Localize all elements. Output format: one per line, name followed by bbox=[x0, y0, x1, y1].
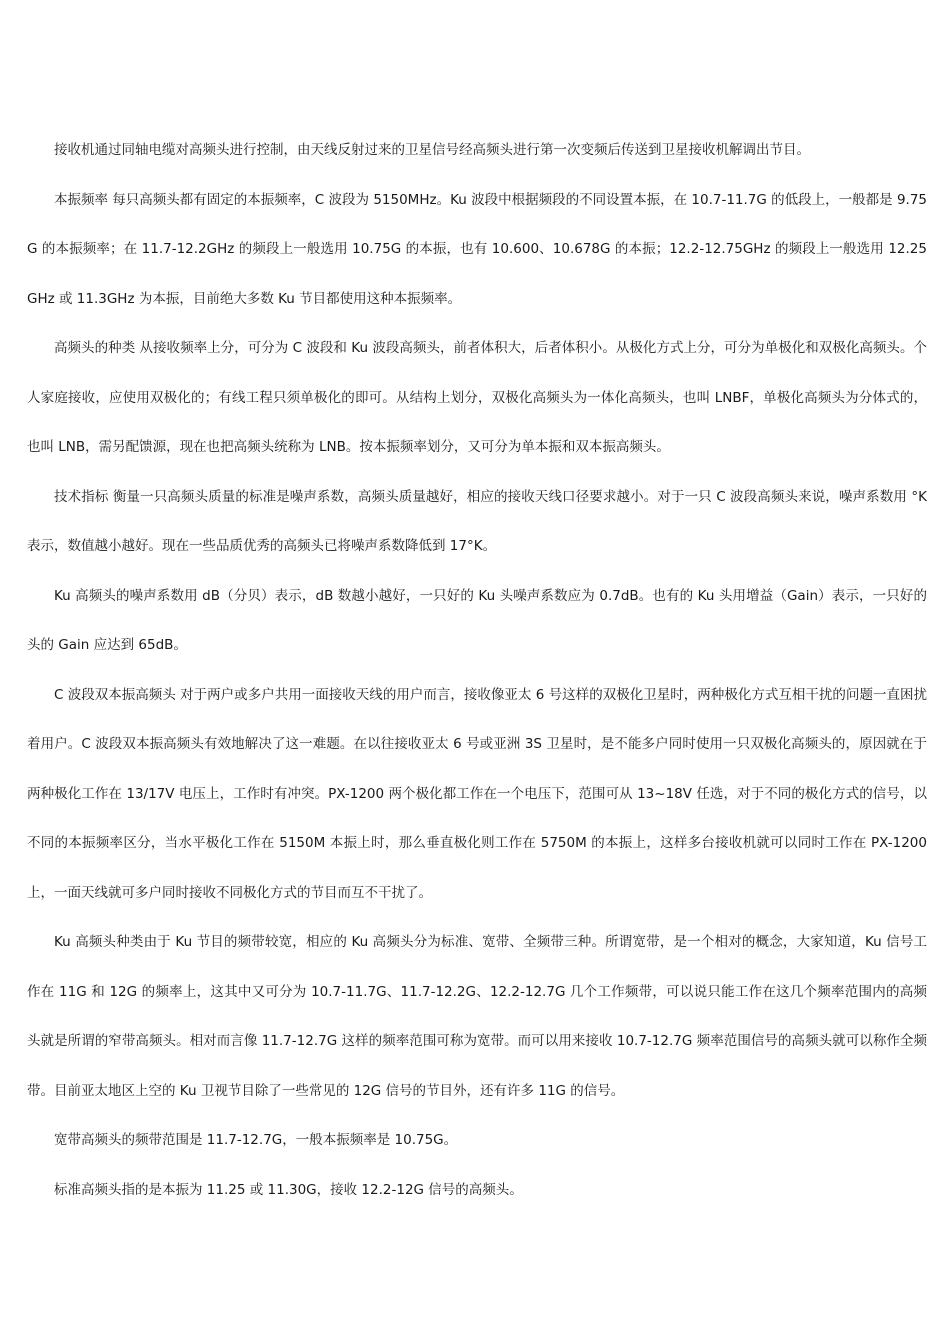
paragraph-ku-lnb-types: Ku 高频头种类由于 Ku 节目的频带较宽，相应的 Ku 高频头分为标准、宽带、全频带三种。所谓宽带，是一个相对的概念，大家知道，Ku 信号工作在 11G 和 12G 的频率上，这其中又可分为 10.7-11.7G、11.7-12.2G、12.2-12.7G 几个工作频带，可以说只能工作在这几个频率范围内的高频头就是所谓的窄带高频头。相对而言像 11.7-12.7G 这样的频率范围可称为宽带。而可以用来接收 10.7-12.7G 频率范围信号的高频头就可以称作全频带。目前亚太地区上空的 Ku 卫视节目除了一些常见的 12G 信号的节目外，还有许多 11G 的信号。 bbox=[27, 934, 927, 1099]
paragraph-standard-lnb: 标准高频头指的是本振为 11.25 或 11.30G，接收 12.2-12G 信号的高频头。 bbox=[54, 1181, 523, 1198]
paragraph-ku-noise-figure: Ku 高频头的噪声系数用 dB（分贝）表示，dB 数越小越好，一只好的 Ku 头噪声系数应为 0.7dB。也有的 Ku 头用增益（Gain）表示，一只好的头的 Gain 应达到 65dB。 bbox=[27, 587, 927, 653]
paragraph-c-band-dual-lo: C 波段双本振高频头 对于两户或多户共用一面接收天线的用户而言，接收像亚太 6 号这样的双极化卫星时，两种极化方式互相干扰的问题一直困扰着用户。C 波段双本振高频头有效地解决了这一难题。在以往接收亚太 6 号或亚洲 3S 卫星时，是不能多户同时使用一只双极化高频头的，原因就在于两种极化工作在 13/17V 电压上，工作时有冲突。PX-1200 两个极化都工作在一个电压下，范围可从 13~18V 任选，对于不同的极化方式的信号，以不同的本振频率区分，当水平极化工作在 5150M 本振上时，那么垂直极化则工作在 5750M 的本振上，这样多台接收机就可以同时工作在 PX-1200 上，一面天线就可多户同时接收不同极化方式的节目而互不干扰了。 bbox=[27, 686, 927, 901]
document-body bbox=[27, 126, 927, 1215]
paragraph-wideband-lnb: 宽带高频头的频带范围是 11.7-12.7G，一般本振频率是 10.75G。 bbox=[54, 1132, 458, 1148]
paragraph-local-oscillator-frequency: 本振频率 每只高频头都有固定的本振频率，C 波段为 5150MHz。Ku 波段中根据频段的不同设置本振，在 10.7-11.7G 的低段上，一般都是 9.75G 的本振频率；在 11.7-12.2GHz 的频段上一般选用 10.75G 的本振，也有 10.600、10.678G 的本振；12.2-12.75GHz 的频段上一般选用 12.25GHz 或 11.3GHz 为本振，目前绝大多数 Ku 节目都使用这种本振频率。 bbox=[27, 191, 927, 307]
paragraph-lnb-control: 接收机通过同轴电缆对高频头进行控制，由天线反射过来的卫星信号经高频头进行第一次变频后传送到卫星接收机解调出节目。 bbox=[54, 142, 810, 158]
paragraph-lnb-types: 高频头的种类 从接收频率上分，可分为 C 波段和 Ku 波段高频头，前者体积大，后者体积小。从极化方式上分，可分为单极化和双极化高频头。个人家庭接收，应使用双极化的；有线工程只须单极化的即可。从结构上划分，双极化高频头为一体化高频头，也叫 LNBF，单极化高频头为分体式的，也叫 LNB，需另配馈源，现在也把高频头统称为 LNB。按本振频率划分，又可分为单本振和双本振高频头。 bbox=[27, 340, 927, 455]
paragraph-technical-specs: 技术指标 衡量一只高频头质量的标准是噪声系数，高频头质量越好，相应的接收天线口径要求越小。对于一只 C 波段高频头来说，噪声系数用 °K 表示，数值越小越好。现在一些品质优秀的高频头已将噪声系数降低到 17°K。 bbox=[27, 488, 927, 554]
